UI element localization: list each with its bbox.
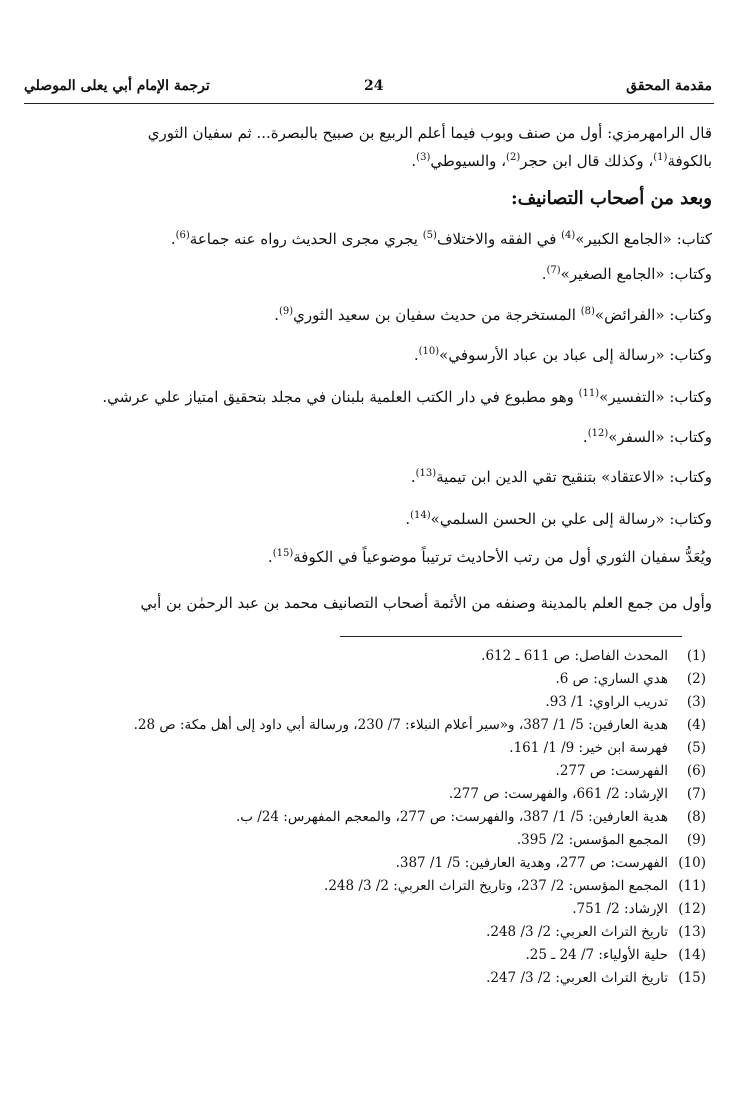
footnote bbox=[26, 970, 706, 993]
page-number: 24 bbox=[364, 78, 384, 94]
footnote-text: فهرسة ابن خير: 9/ 1/ 161. bbox=[509, 740, 668, 756]
footnote-ref: (5) bbox=[422, 230, 437, 241]
book-text: وكتاب: «الاعتقاد» بتنقيح تقي الدين ابن تيمية bbox=[436, 468, 712, 486]
intro-line-2 bbox=[411, 152, 712, 170]
footnote-number: (2) bbox=[686, 671, 706, 687]
footnote-ref: (4) bbox=[561, 230, 576, 241]
book-text: . bbox=[413, 346, 419, 364]
footnote-text: هدية العارفين: 5/ 1/ 387، والفهرست: ص 277، والمعجم المفهرس: 24/ ب. bbox=[235, 809, 668, 825]
book-text: وكتاب: «السفر» bbox=[608, 428, 712, 446]
footnote bbox=[26, 694, 706, 717]
book-text: وكتاب: «التفسير» bbox=[599, 388, 712, 406]
footnote-ref: (7) bbox=[546, 265, 561, 276]
footnote-ref: (10) bbox=[418, 346, 440, 357]
book-text: . bbox=[582, 428, 588, 446]
header-rule bbox=[24, 103, 714, 104]
book-entry bbox=[414, 346, 712, 364]
footnote-ref: (9) bbox=[278, 306, 294, 317]
footnote-ref: (13) bbox=[415, 468, 437, 479]
footnote bbox=[26, 717, 706, 740]
footnote-number: (12) bbox=[678, 901, 706, 917]
footnote bbox=[26, 947, 706, 970]
footnote-text: المجمع المؤسس: 2/ 237، وتاريخ التراث العربي: 2/ 3/ 248. bbox=[324, 878, 668, 894]
footnote bbox=[26, 809, 706, 832]
book-text: . bbox=[410, 468, 416, 486]
footnote-text: الإرشاد: 2/ 661، والفهرست: ص 277. bbox=[448, 786, 668, 802]
footnote-text: هدي الساري: ص 6. bbox=[555, 671, 668, 687]
footnote-ref: (3) bbox=[416, 152, 431, 163]
footnote-number: (14) bbox=[678, 947, 706, 963]
footnote-text: الفهرست: ص 277. bbox=[555, 763, 668, 779]
footnote-ref: (11) bbox=[578, 388, 600, 399]
section-heading: وبعد من أصحاب التصانيف: bbox=[510, 188, 712, 209]
paragraph bbox=[268, 548, 712, 566]
footnote-number: (4) bbox=[686, 717, 706, 733]
book-entry bbox=[583, 428, 712, 446]
footnote-ref: (14) bbox=[410, 510, 431, 521]
book-text: وكتاب: «الجامع الصغير» bbox=[560, 265, 712, 283]
footnote-ref: (1) bbox=[653, 152, 668, 163]
footnote-text: الإرشاد: 2/ 751. bbox=[572, 901, 668, 917]
book-text: . bbox=[541, 265, 547, 283]
book-text: وكتاب: «الفرائض» bbox=[594, 306, 712, 324]
footnote-number: (3) bbox=[686, 694, 706, 710]
footnote-number: (11) bbox=[678, 878, 706, 894]
book-text: المستخرجة من حديث سفيان بن سعيد الثوري bbox=[293, 306, 581, 324]
footnote-number: (8) bbox=[686, 809, 706, 825]
footnote-separator bbox=[340, 636, 682, 637]
footnote bbox=[26, 740, 706, 763]
book-entry bbox=[405, 510, 712, 528]
footnote bbox=[26, 671, 706, 694]
footnotes bbox=[26, 648, 706, 993]
book-text: في الفقه والاختلاف bbox=[436, 230, 562, 248]
footnote-number: (13) bbox=[678, 924, 706, 940]
book-text: وهو مطبوع في دار الكتب العلمية بلبنان في مجلد بتحقيق امتياز علي عرشي bbox=[107, 388, 579, 406]
footnote-text: تدريب الراوي: 1/ 93. bbox=[545, 694, 668, 710]
book-entry bbox=[411, 468, 712, 486]
paragraph-text: . bbox=[267, 548, 273, 566]
footnote bbox=[26, 878, 706, 901]
header-book-title: ترجمة الإمام أبي يعلى الموصلي bbox=[24, 78, 210, 94]
book-text: يجري مجرى الحديث رواه عنه جماعة bbox=[189, 230, 423, 248]
book-text: وكتاب: «رسالة إلى عباد بن عباد الأرسوفي» bbox=[439, 346, 712, 364]
running-header bbox=[24, 78, 712, 102]
footnote-text: المحدث الفاصل: ص 611 ـ 612. bbox=[481, 648, 668, 664]
intro-text: ، والسيوطي bbox=[430, 152, 507, 170]
book-entry bbox=[102, 388, 712, 406]
footnote-number: (9) bbox=[686, 832, 706, 848]
header-section-title: مقدمة المحقق bbox=[626, 78, 712, 94]
intro-text: . bbox=[411, 152, 417, 170]
footnote-ref: (2) bbox=[506, 152, 521, 163]
footnote-ref: (6) bbox=[175, 230, 190, 241]
paragraph-text: ويُعَدُّ سفيان الثوري أول من رتب الأحاديث ترتيباً موضوعياً في الكوفة bbox=[293, 548, 712, 566]
footnote-text: الفهرست: ص 277، وهدية العارفين: 5/ 1/ 387. bbox=[395, 855, 668, 871]
footnote-text: تاريخ التراث العربي: 2/ 3/ 248. bbox=[486, 924, 668, 940]
footnote bbox=[26, 648, 706, 671]
footnote bbox=[26, 763, 706, 786]
book-text: . bbox=[170, 230, 176, 248]
intro-text: بالكوفة bbox=[667, 152, 712, 170]
book-entry bbox=[171, 230, 712, 248]
book-text: . bbox=[102, 388, 108, 406]
book-entry bbox=[274, 306, 712, 324]
footnote bbox=[26, 924, 706, 947]
footnote-number: (7) bbox=[686, 786, 706, 802]
footnote-number: (15) bbox=[678, 970, 706, 986]
footnote-number: (10) bbox=[678, 855, 706, 871]
intro-line-1: قال الرامهرمزي: أول من صنف وبوب فيما أعلم الربيع بن صبيح بالبصرة... ثم سفيان الثوري bbox=[147, 124, 712, 142]
book-text: . bbox=[274, 306, 279, 324]
footnote-ref: (15) bbox=[272, 548, 294, 559]
footnote bbox=[26, 855, 706, 878]
footnote-number: (6) bbox=[686, 763, 706, 779]
book-text: . bbox=[405, 510, 411, 528]
footnote-text: تاريخ التراث العربي: 2/ 3/ 247. bbox=[486, 970, 668, 986]
footnote-number: (1) bbox=[686, 648, 706, 664]
book-entry bbox=[542, 265, 712, 283]
footnote bbox=[26, 901, 706, 924]
footnote-ref: (12) bbox=[587, 428, 609, 439]
paragraph: وأول من جمع العلم بالمدينة وصنفه من الأئمة أصحاب التصانيف محمد بن عبد الرحمٰن بن أبي bbox=[140, 594, 712, 612]
footnote-number: (5) bbox=[686, 740, 706, 756]
footnote bbox=[26, 786, 706, 809]
footnote-text: هدية العارفين: 5/ 1/ 387، و«سير أعلام النبلاء: 7/ 230، ورسالة أبي داود إلى أهل مكة: ص 28. bbox=[133, 717, 668, 733]
footnote bbox=[26, 832, 706, 855]
footnote-text: المجمع المؤسس: 2/ 395. bbox=[516, 832, 668, 848]
footnote-text: حلية الأولياء: 7/ 24 ـ 25. bbox=[525, 947, 668, 963]
book-text: كتاب: «الجامع الكبير» bbox=[575, 230, 712, 248]
book-text: وكتاب: «رسالة إلى علي بن الحسن السلمي» bbox=[430, 510, 712, 528]
footnote-ref: (8) bbox=[580, 306, 595, 317]
intro-text: ، وكذلك قال ابن حجر bbox=[520, 152, 654, 170]
